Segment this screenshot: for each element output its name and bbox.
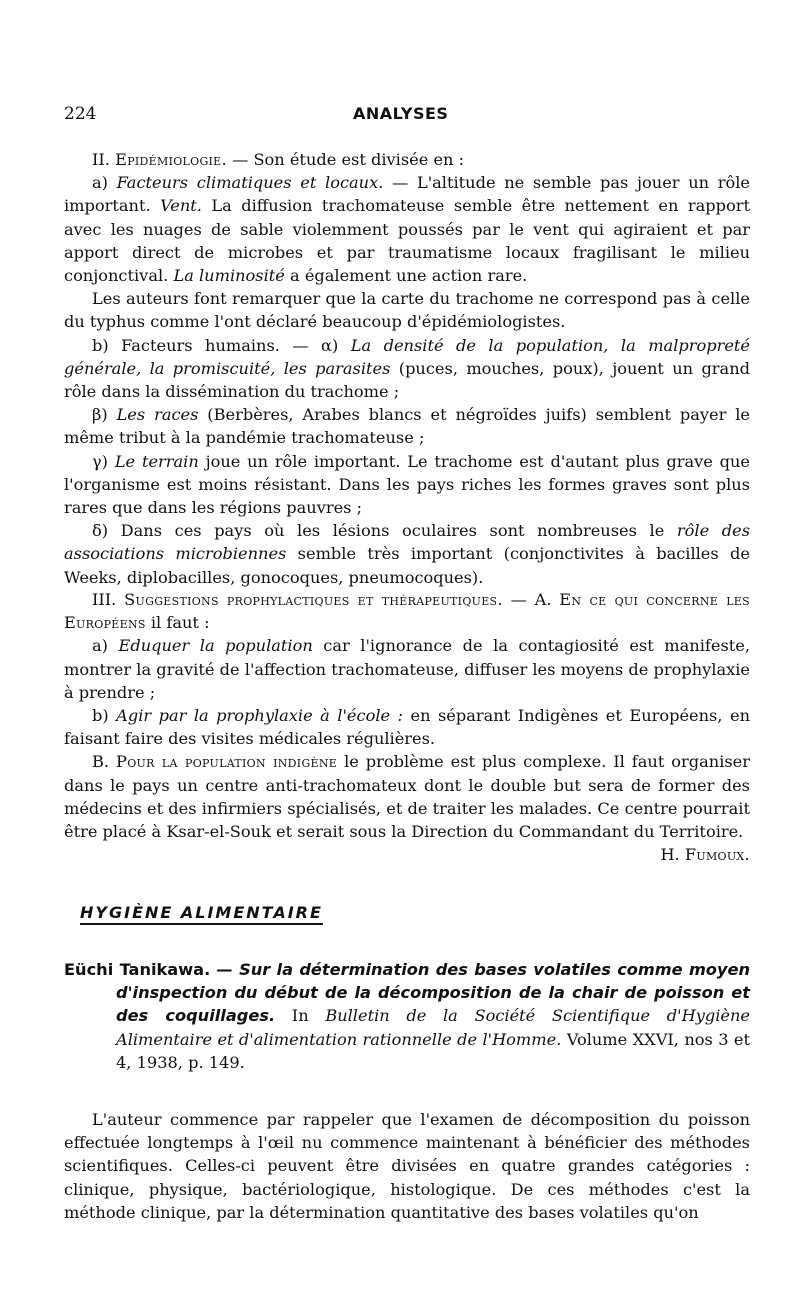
reference-author: Eüchi Tanikawa. xyxy=(64,960,211,979)
associations-paragraph: δ) Dans ces pays où les lésions oculaires sont nombreuses le rôle des associations microbiennes semble très important (conjonctivites à bacilles de Weeks, diplobacilles, gonocoques, pneumocoques). xyxy=(64,521,751,587)
reference-journal: Bulletin de la Société Scientifique d'Hygiène Alimentaire et d'alimentation rationnelle de l'Homme. xyxy=(116,1006,750,1049)
reference-title: Sur la détermination des bases volatiles comme moyen d'inspection du début de la décomposition de la chair de poisson et des coquillages. xyxy=(116,960,750,1026)
school-paragraph: b) Agir par la prophylaxie à l'école : en séparant Indigènes et Européens, en faisant faire des visites médicales régulières. xyxy=(64,706,750,749)
running-title: ANALYSES xyxy=(353,104,449,123)
suggestions-section xyxy=(64,588,750,866)
terrain-paragraph: γ) Le terrain joue un rôle important. Le trachome est d'autant plus grave que l'organisme est moins résistant. Dans les pays riches les formes graves sont plus rares que dans les régions pauvres ; xyxy=(64,451,750,518)
climate-factors-paragraph: a) Facteurs climatiques et locaux. — L'altitude ne semble pas jouer un rôle important. Vent. La diffusion trachomateuse semble être nettement en rapport avec les nuages de sable violemment poussés par le vent qui agiraient et par apport direct de microbes et par traumatisme locaux fragilisant le milieu conjonctival. La luminosité a également une action rare. xyxy=(64,173,750,286)
human-factors-paragraph: b) Facteurs humains. — α) La densité de la population, la malpropreté générale, la promiscuité, les parasites (puces, mouches, poux), jouent un grand rôle dans la dissémination du trachome ; xyxy=(64,335,750,402)
races-paragraph: β) Les races (Berbères, Arabes blancs et négroïdes juifs) semblent payer le même tribut à la pandémie trachomateuse ; xyxy=(64,405,751,448)
signature: H. Fumoux. xyxy=(660,845,750,865)
educate-paragraph: a) Eduquer la population car l'ignorance de la contagiosité est manifeste, montrer la gravité de l'affection trachomateuse, diffuser les moyens de prophylaxie à prendre ; xyxy=(64,636,750,702)
page-number: 224 xyxy=(64,104,97,124)
indigenous-paragraph: B. Pour la population indigène le problème est plus complexe. Il faut organiser dans le pays un centre anti-trachomateux dont le double but sera de former des médecins et des infirmiers spécialisés, et de traiter les malades. Ce centre pourrait être placé à Ksar-el-Souk et serait sous la Direction du Commandant du Territoire. H. Fumoux. xyxy=(64,750,750,843)
map-paragraph: Les auteurs font remarquer que la carte du trachome ne correspond pas à celle du typhus comme l'ont déclaré beaucoup d'épidémiologistes. xyxy=(64,289,750,332)
abstract-section xyxy=(64,1108,750,1224)
suggestions-heading: III. Suggestions prophylactiques et thérapeutiques. — A. En ce qui concerne les Européens il faut : xyxy=(64,590,750,633)
page-header xyxy=(64,104,750,128)
section-heading: HYGIÈNE ALIMENTAIRE xyxy=(80,903,323,922)
reference-details: Volume XXVI, nos 3 et 4, 1938, p. 149. xyxy=(116,1029,750,1072)
epidemiology-section xyxy=(64,148,750,589)
abstract-paragraph: L'auteur commence par rappeler que l'examen de décomposition du poisson effectuée longtemps à l'œil nu commence maintenant à bénéficier des méthodes scientifiques. Celles-ci peuvent être divisées en quatre grandes catégories : clinique, physique, bactériologique, histologique. De ces méthodes c'est la méthode clinique, par la détermination quantitative des bases volatiles qu'on xyxy=(64,1110,750,1222)
epidemiology-heading: II. Epidémiologie. — Son étude est divisée en : xyxy=(92,150,465,169)
bibliographic-reference: Eüchi Tanikawa. — Sur la détermination des bases volatiles comme moyen d'inspection du début de la décomposition de la chair de poisson et des coquillages. In Bulletin de la Société Scientifique d'Hygiène Alimentaire et d'alimentation rationnelle de l'Homme. Volume XXVI, nos 3 et 4, 1938, p. 149. xyxy=(64,960,750,1072)
